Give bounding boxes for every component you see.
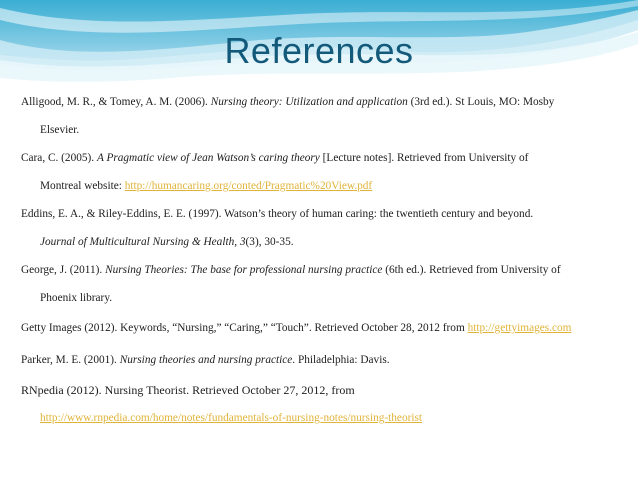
reference-george — [21, 256, 621, 312]
ref-link[interactable]: http://gettyimages.com — [467, 322, 572, 334]
reference-rnpedia — [21, 376, 621, 432]
reference-eddins — [21, 200, 621, 256]
ref-title-italic: Nursing Theories: The base for professional nursing practice — [105, 264, 383, 276]
ref-text: Eddins, E. A., & Riley-Eddins, E. E. (1997). Watson’s theory of human caring: the twentieth century and beyond. — [21, 208, 534, 220]
ref-text: (6th ed.). Retrieved from University of — [382, 264, 561, 276]
reference-list — [21, 88, 621, 432]
ref-text: Phoenix library. — [40, 292, 113, 304]
ref-text: (3rd ed.). St Louis, MO: Mosby — [407, 96, 555, 108]
ref-text: Cara, C. (2005). — [21, 152, 97, 164]
reference-alligood — [21, 88, 621, 144]
ref-title-italic: A Pragmatic view of Jean Watson’s caring theory — [96, 152, 320, 164]
reference-parker — [21, 344, 621, 376]
reference-getty — [21, 312, 621, 344]
ref-text: Alligood, M. R., & Tomey, A. M. (2006). — [21, 96, 211, 108]
ref-text: (3), 30-35. — [245, 236, 294, 248]
ref-text: Elsevier. — [40, 124, 80, 136]
ref-text: George, J. (2011). — [21, 264, 106, 276]
ref-link[interactable]: http://www.rnpedia.com/home/notes/fundamentals-of-nursing-notes/nursing-theorist — [40, 412, 423, 424]
ref-text: Montreal website: — [40, 180, 125, 192]
ref-text: Parker, M. E. (2001). — [21, 354, 120, 366]
ref-text: [Lecture notes]. Retrieved from University of — [319, 152, 529, 164]
ref-title-italic: Nursing theory: Utilization and application — [210, 96, 408, 108]
ref-title-italic: Nursing theories and nursing practice — [119, 354, 293, 366]
ref-title-italic: Journal of Multicultural Nursing & Health, 3 — [40, 236, 246, 248]
ref-text: RNpedia (2012). Nursing Theorist. Retrieved October 27, 2012, from — [21, 383, 355, 397]
slide-title: References — [224, 30, 414, 71]
ref-text: . Philadelphia: Davis. — [292, 354, 390, 366]
ref-link[interactable]: http://humancaring.org/conted/Pragmatic%20View.pdf — [124, 180, 373, 192]
reference-cara — [21, 144, 621, 200]
ref-text: Getty Images (2012). Keywords, “Nursing,” “Caring,” “Touch”. Retrieved October 28, 2012 from — [21, 322, 468, 334]
